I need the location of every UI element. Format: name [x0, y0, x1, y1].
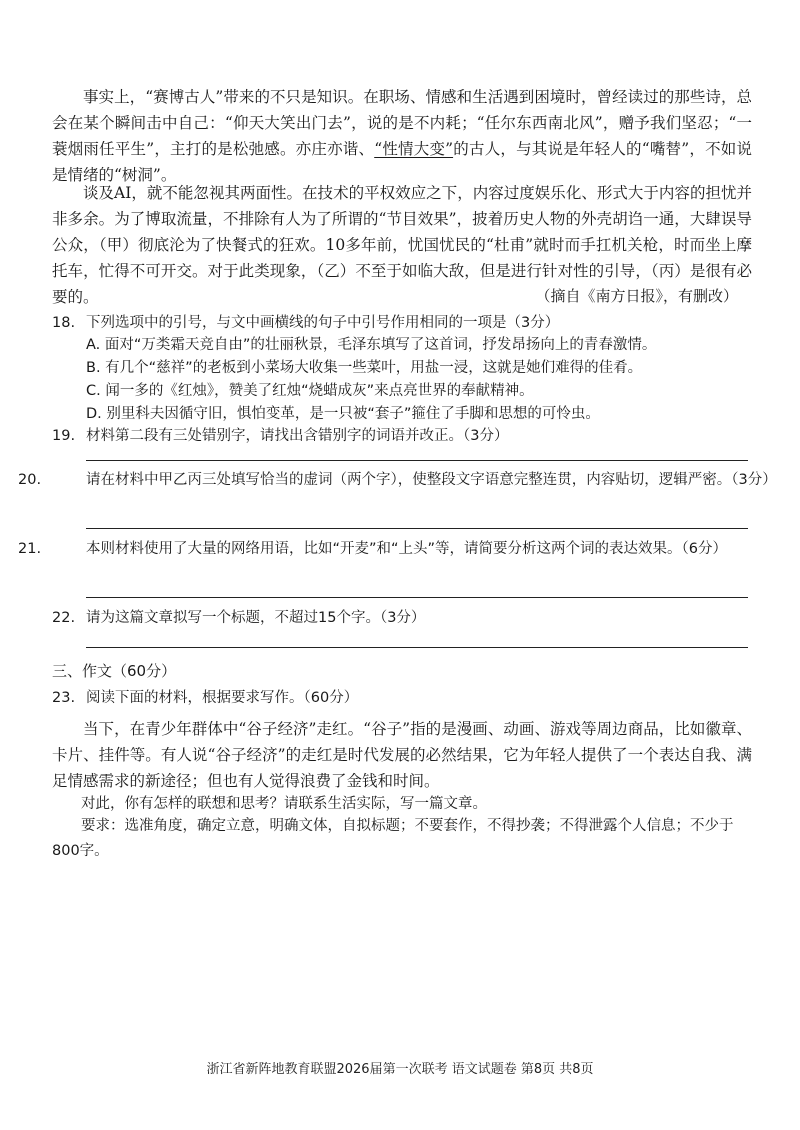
answer-line[interactable] [86, 597, 748, 598]
composition-prompt: 对此，你有怎样的联想和思考？请联系生活实际，写一篇文章。 [81, 796, 487, 812]
answer-line[interactable] [86, 528, 748, 529]
answer-line[interactable] [86, 647, 748, 648]
question-number: 18. [52, 315, 76, 331]
question-20 [18, 468, 786, 493]
passage-source: （摘自《南方日报》，有删改） [535, 287, 738, 305]
answer-line[interactable] [86, 460, 748, 461]
question-number: 19. [52, 428, 76, 444]
passage-paragraph-2: 谈及AI，就不能忽视其两面性。在技术的平权效应之下，内容过度娱乐化、形式大于内容的担忧并非多余。为了博取流量，不排除有人为了所谓的“节目效果”，披着历史人物的外壳胡诌一通，大肆误导公众，（甲）彻底沦为了快餐式的狂欢。10多年前，忧国忧民的“杜甫”就时而手扛机关枪，时而坐上摩托车，忙得不可开交。对于此类现象，（乙）不至于如临大敌，但是进行针对性的引导，（丙）是很有必要的。 [52, 184, 752, 306]
option-b: B. 有几个“慈祥”的老板到小菜场大收集一些菜叶，用盐一浸，这就是她们难得的佳肴。 [86, 360, 643, 376]
underlined-phrase: “性情大变” [374, 140, 454, 158]
question-text: 阅读下面的材料，根据要求写作。（60分） [86, 690, 359, 706]
question-18 [52, 311, 752, 336]
option-c: C. 闻一多的《红烛》，赞美了红烛“烧蜡成灰”来点亮世界的奉献精神。 [86, 383, 534, 399]
question-22 [52, 606, 752, 631]
paragraph-1-text-end: 的古人，与其说是年轻人的“嘴替”，不如说是情绪的“树洞”。 [52, 140, 752, 184]
composition-material: 当下，在青少年群体中“谷子经济”走红。“谷子”指的是漫画、动画、游戏等周边商品，比如徽章、卡片、挂件等。有人说“谷子经济”的走红是时代发展的必然结果，它为年轻人提供了一个表达自我、满足情感需求的新途径；但也有人觉得浪费了金钱和时间。 [52, 720, 752, 790]
question-number: 20. [18, 472, 42, 488]
question-text: 材料第二段有三处错别字，请找出含错别字的词语并改正。（3分） [86, 428, 509, 444]
option-a: A. 面对“万类霜天竞自由”的壮丽秋景，毛泽东填写了这首词，抒发昂扬向上的青春激情。 [86, 337, 657, 353]
question-number: 23. [52, 690, 76, 706]
page-footer: 浙江省新阵地教育联盟2026届第一次联考 语文试题卷 第8页 共8页 [206, 1062, 594, 1077]
question-text: 下列选项中的引号，与文中画横线的句子中引号作用相同的一项是（3分） [86, 315, 560, 331]
question-text: 请在材料中甲乙丙三处填写恰当的虚词（两个字），使整段文字语意完整连贯，内容贴切，逻辑严密。（3分） [86, 472, 777, 488]
question-19 [52, 424, 752, 449]
option-d: D. 别里科夫因循守旧，惧怕变革，是一只被“套子”箍住了手脚和思想的可怜虫。 [86, 406, 600, 422]
composition-requirements: 要求：选准角度，确定立意，明确文体，自拟标题；不要套作，不得抄袭；不得泄露个人信息；不少于800字。 [52, 818, 734, 859]
question-number: 22. [52, 610, 76, 626]
question-text: 本则材料使用了大量的网络用语，比如“开麦”和“上头”等，请简要分析这两个词的表达效果。（6分） [86, 541, 728, 557]
section-title-composition: 三、作文（60分） [52, 662, 177, 680]
paragraph-1-text: 事实上，“赛博古人”带来的不只是知识。在职场、情感和生活遇到困境时，曾经读过的那些诗，总会在某个瞬间击中自己：“仰天大笑出门去”，说的是不内耗；“任尔东西南北风”，赠予我们坚忍；“一蓑烟雨任平生”，主打的是松弛感。亦庄亦谐、 [52, 88, 752, 158]
question-21 [18, 537, 786, 562]
question-text: 请为这篇文章拟写一个标题，不超过15个字。（3分） [86, 610, 426, 626]
passage-paragraph-1 [52, 84, 752, 188]
question-23 [52, 686, 752, 711]
question-number: 21. [18, 541, 42, 557]
